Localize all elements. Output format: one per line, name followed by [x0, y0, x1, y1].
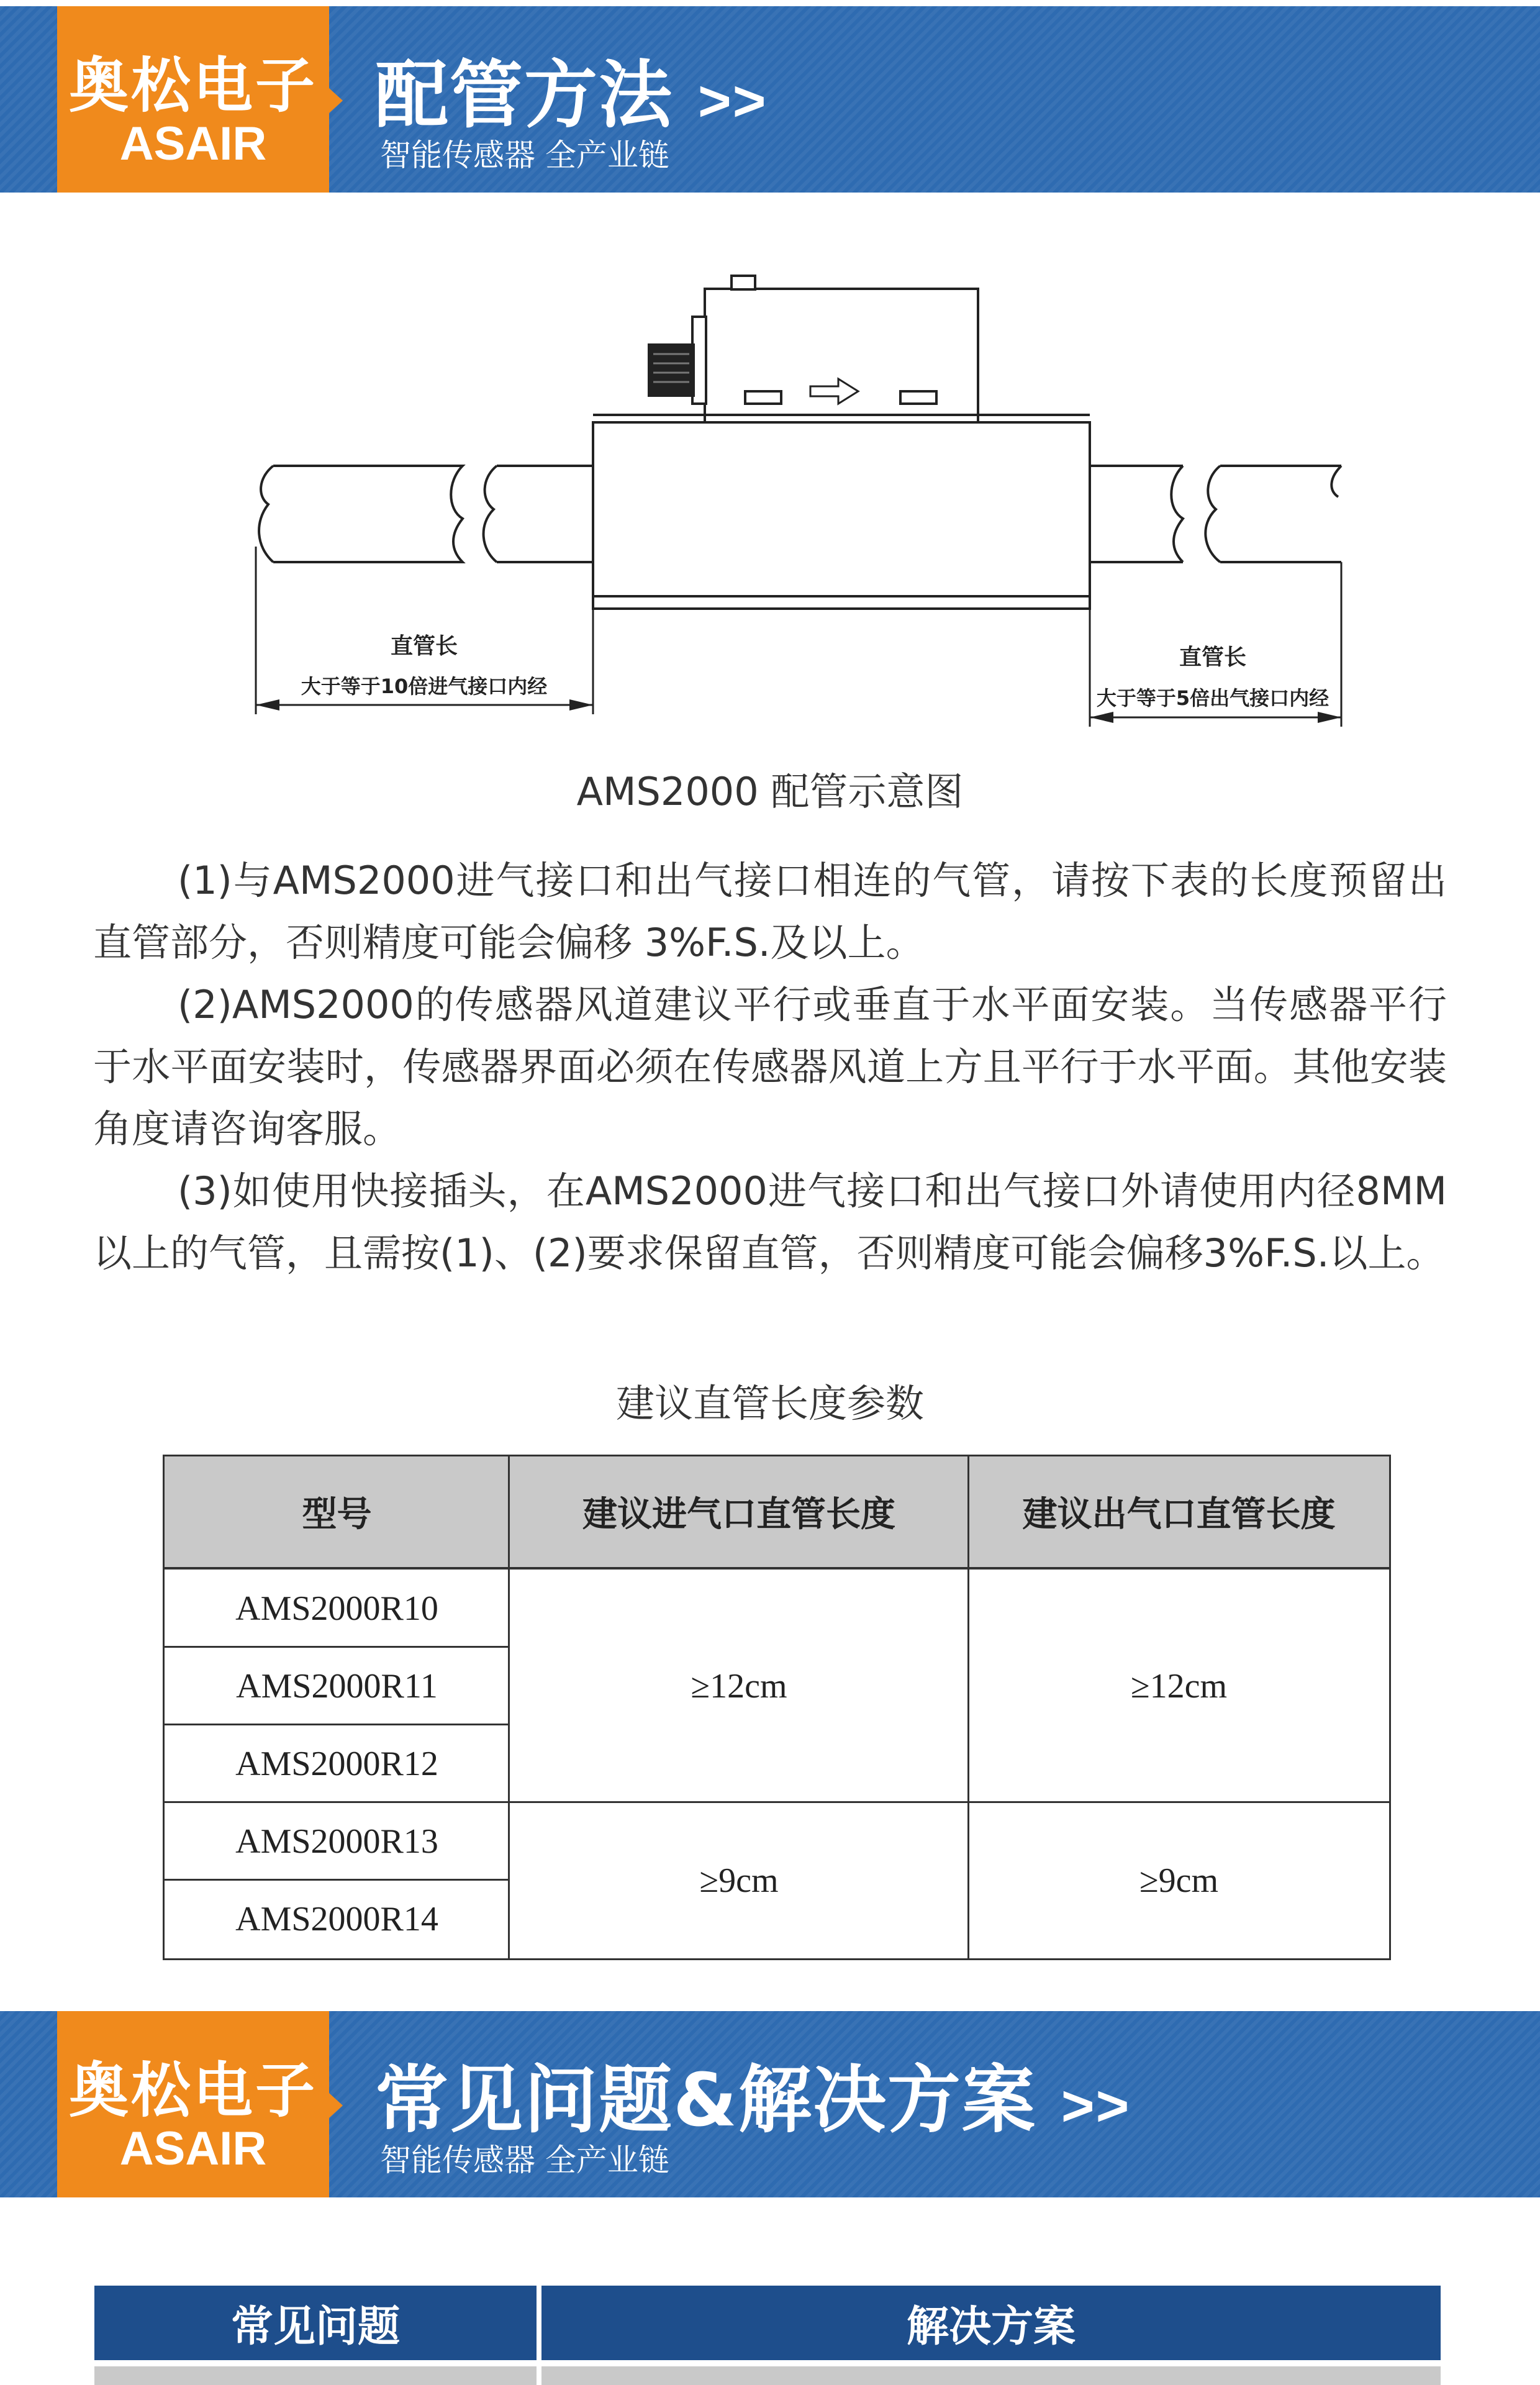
brand-name-en: ASAIR [119, 2122, 267, 2175]
brand-notch [329, 88, 343, 113]
table-header-outlet: 建议出气口直管长度 [969, 1456, 1389, 1570]
table-divider [508, 1456, 510, 1958]
faq-row-partial [94, 2366, 537, 2385]
faq-row-partial [541, 2366, 1441, 2385]
table-cell-model: AMS2000R10 [235, 1589, 438, 1628]
table-divider [967, 1456, 969, 1958]
instruction-3: (3)如使用快接插头，在AMS2000进气接口和出气接口外请使用内径8MM以上的气管，且需按(1)、(2)要求保留直管，否则精度可能会偏移3%F.S.以上。 [93, 1168, 1447, 1276]
outlet-label: 直管长 [1179, 645, 1247, 670]
brand-notch [329, 2093, 343, 2118]
diagram-caption: AMS2000 配管示意图 [576, 769, 964, 814]
table-header-model: 型号 [165, 1456, 509, 1570]
table-cell-model: AMS2000R13 [235, 1822, 438, 1861]
table-cell-inlet: ≥9cm [699, 1861, 779, 1900]
section-subtitle: 智能传感器 全产业链 [380, 137, 669, 173]
chevron-right-icon: >> [1061, 2074, 1131, 2138]
brand-block [57, 6, 329, 193]
table-cell-inlet: ≥12cm [691, 1666, 787, 1706]
inlet-label: 直管长 [390, 634, 458, 659]
section-subtitle: 智能传感器 全产业链 [380, 2142, 669, 2178]
table-divider [165, 1801, 1389, 1803]
table-divider [165, 1879, 509, 1881]
connector-icon [649, 345, 694, 396]
outlet-pipe [1090, 466, 1341, 562]
table-cell-model: AMS2000R12 [235, 1744, 438, 1783]
chevron-right-icon: >> [698, 70, 768, 133]
pipe-length-table [163, 1455, 1391, 1960]
brand-block [57, 2011, 329, 2197]
flow-arrow-icon [810, 379, 858, 404]
outlet-requirement: 大于等于5倍出气接口内经 [1096, 686, 1329, 710]
section-title: 常见问题&解决方案 >> [375, 2057, 1131, 2143]
instruction-1: (1)与AMS2000进气接口和出气接口相连的气管，请按下表的长度预留出直管部分，否则精度可能会偏移 3%F.S.及以上。 [93, 858, 1447, 965]
vent-slot-right [900, 391, 936, 404]
table-divider [165, 1646, 509, 1648]
faq-header-question: 常见问题 [94, 2286, 537, 2360]
section-title: 配管方法 >> [375, 52, 768, 138]
table-header-inlet: 建议进气口直管长度 [509, 1456, 969, 1570]
sensor-top-button [732, 276, 755, 289]
brand-name-en: ASAIR [119, 117, 267, 170]
piping-diagram [236, 261, 1354, 745]
section-banner-faq [0, 2011, 1540, 2197]
inlet-requirement: 大于等于10倍进气接口内经 [301, 675, 548, 698]
brand-name-cn: 奥松电子 [69, 51, 317, 120]
table-cell-model: AMS2000R11 [236, 1666, 438, 1706]
table-cell-outlet: ≥12cm [1130, 1666, 1228, 1706]
table-cell-outlet: ≥9cm [1139, 1861, 1219, 1900]
table-cell-model: AMS2000R14 [235, 1900, 438, 1938]
instruction-2: (2)AMS2000的传感器风道建议平行或垂直于水平面安装。当传感器平行于水平面安装时，传感器界面必须在传感器风道上方且平行于水平面。其他安装角度请咨询客服。 [93, 982, 1447, 1152]
table-divider [165, 1724, 509, 1725]
faq-header-solution: 解决方案 [541, 2286, 1441, 2360]
section-banner-piping [0, 6, 1540, 193]
instructions [93, 850, 1447, 1284]
vent-slot-left [745, 391, 781, 404]
inlet-pipe [259, 466, 593, 562]
table-title: 建议直管长度参数 [615, 1381, 924, 1426]
brand-name-cn: 奥松电子 [69, 2056, 317, 2125]
sensor-flow-body [593, 422, 1090, 609]
